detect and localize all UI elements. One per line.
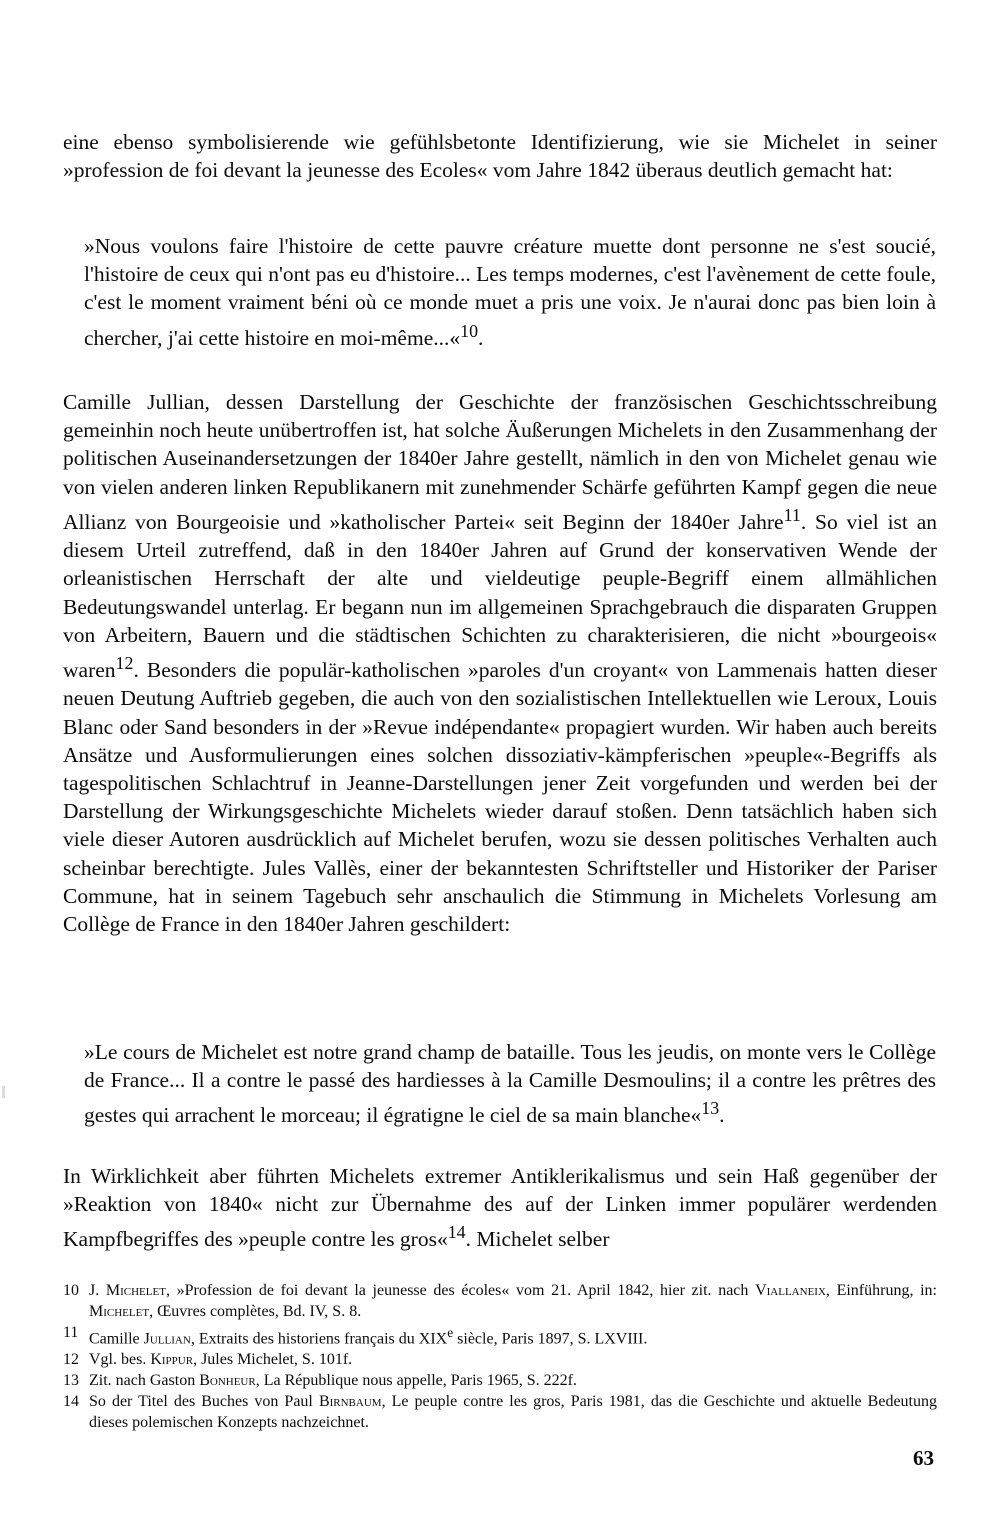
author-name: Michelet <box>105 1282 166 1299</box>
fn-part: , Extraits des historiens français du XIX <box>190 1330 448 1348</box>
fn-part: J. <box>89 1282 106 1299</box>
fn-part: , Œuvres complètes, Bd. IV, S. 8. <box>149 1303 362 1320</box>
body-paragraph-2 <box>63 388 937 938</box>
quote-end: . <box>478 325 484 350</box>
fn-part: , »Profession de foi devant la jeunesse des écoles« vom 21. April 1842, hier zit. nach <box>165 1282 756 1299</box>
fn-part: Vgl. bes. <box>89 1351 151 1369</box>
footnote-number: 14 <box>63 1393 79 1411</box>
quote-text <box>84 1038 936 1130</box>
author-name: Bonheur <box>199 1372 256 1390</box>
body-paragraph-1 <box>63 128 937 184</box>
footnotes <box>63 1280 937 1433</box>
footnote-ref-14: 14 <box>447 1222 466 1243</box>
paragraph-part: Camille Jullian, dessen Darstellung der Geschichte der französischen Geschichtsschreibung gemeinhin noch heute unübertroffen ist, hat solche Äußerungen Michelets in den Zusammenhang der politischen Auseinandersetzungen der 1840er Jahre gestellt, nämlich in den von Michelet genau wie von vielen anderen linken Republikanern mit zunehmender Schärfe geführten Kampf gegen die neue Allianz von Bourgeoisie und »katholischer Partei« seit Beginn der 1840er Jahre <box>63 390 937 534</box>
fn-part: , La République nous appelle, Paris 1965, S. 222f. <box>255 1372 578 1390</box>
footnote-ref-12: 12 <box>115 652 134 673</box>
fn-part: , Le peuple contre les gros, Paris 1981, das die Geschichte und aktuelle Bedeutung dieses polemischen Konzepts nachzeichnet. <box>89 1393 937 1432</box>
footnote-text <box>89 1349 937 1370</box>
author-name: Birnbaum <box>318 1393 382 1411</box>
paragraph-text: eine ebenso symbolisierende wie gefühlsbetonte Identifizierung, wie sie Michelet in seiner »profession de foi devant la jeunesse des Ecoles« vom Jahre 1842 überaus deutlich gemacht hat: <box>63 130 937 183</box>
author-name: Viallaneix <box>755 1282 826 1299</box>
footnote-number: 11 <box>63 1324 79 1341</box>
quote-end: . <box>719 1103 725 1128</box>
footnote-ref-11: 11 <box>783 504 801 525</box>
fn-part: Camille <box>89 1330 144 1348</box>
footnote-14 <box>63 1391 937 1433</box>
body-paragraph-3 <box>63 1162 937 1254</box>
quote-body: »Nous voulons faire l'histoire de cette pauvre créature muette dont personne ne s'est soucié, l'histoire de ceux qui n'ont pas eu d'histoire... Les temps modernes, c'est l'avènement de cette foule, c'est le moment vraiment béni où ce monde muet a pris une voix. Je n'aurai donc pas bien loin à chercher, j'ai cette histoire en moi-même...« <box>84 234 936 350</box>
paragraph-part: . So viel ist an diesem Urteil zutreffend, daß in den 1840er Jahren auf Grund der konservativen Wende der orleanistischen Herrschaft der alte und vieldeutige peuple-Begriff einem allmählichen Bedeutungswandel unterlag. Er begann nun im allgemeinen Sprachgebrauch die disparaten Gruppen von Arbeitern, Bauern und die städtischen Schichten zu charakterisieren, die nicht »bourgeois« waren <box>63 509 937 683</box>
fn-part: So der Titel des Buches von Paul <box>89 1393 319 1411</box>
footnote-ref-13: 13 <box>701 1098 720 1119</box>
footnote-number: 10 <box>63 1282 79 1299</box>
footnote-text <box>89 1370 937 1391</box>
paragraph-text <box>63 1162 937 1254</box>
paragraph-part: . Besonders die populär-katholischen »paroles d'un croyant« von Lammenais hatten dieser neuen Deutung Auftrieb gegeben, die auch von den sozialistischen Intellektuellen wie Leroux, Louis Blanc oder Sand besonders in der »Revue indépendante« propagiert wurden. Wir haben auch bereits Ansätze und Ausformulierungen eines solchen dissoziativ-kämpferischen »peuple«-Begriffs als tagespolitischen Schlachtruf in Jeanne-Darstellungen jener Zeit vorgefunden und werden bei der Darstellung der Wirkungsgeschichte Michelets wieder darauf stoßen. Denn tatsächlich haben sich viele dieser Autoren ausdrücklich auf Michelet berufen, wozu sie dessen politisches Verhalten auch scheinbar berechtigte. Jules Vallès, einer der bekanntesten Schriftsteller und Historiker der Pariser Commune, hat in seinem Tagebuch sehr anschaulich die Stimmung in Michelets Vorlesung am Collège de France in den 1840er Jahren geschildert: <box>63 658 937 936</box>
block-quote-2 <box>84 1038 936 1130</box>
author-name: Jullian <box>143 1330 191 1348</box>
footnote-text <box>89 1391 937 1433</box>
fn-part: , Einführung, in: <box>825 1282 937 1299</box>
block-quote-1 <box>84 232 936 352</box>
author-name: Michelet <box>89 1303 150 1320</box>
superscript: e <box>447 1325 454 1340</box>
footnote-12 <box>63 1349 937 1370</box>
footnote-11 <box>63 1322 937 1349</box>
footnote-13 <box>63 1370 937 1391</box>
footnote-ref-10: 10 <box>460 320 479 341</box>
scan-margin-mark <box>2 1086 5 1098</box>
author-name: Kippur <box>150 1351 194 1369</box>
footnote-10 <box>63 1280 937 1322</box>
paragraph-part: . Michelet selber <box>465 1227 610 1252</box>
fn-part: , Jules Michelet, S. 101f. <box>193 1351 353 1369</box>
quote-text <box>84 232 936 352</box>
paragraph-text <box>63 388 937 938</box>
footnote-number: 12 <box>63 1351 79 1369</box>
footnote-text <box>89 1322 937 1349</box>
paragraph-part: In Wirklichkeit aber führten Michelets extremer Antiklerikalismus und sein Haß gegenüber der »Reaktion von 1840« nicht zur Übernahme des auf der Linken immer populärer werdenden Kampfbegriffes des »peuple contre les gros« <box>63 1164 937 1252</box>
footnote-number: 13 <box>63 1372 79 1390</box>
page-number: 63 <box>913 1446 934 1470</box>
fn-part: Zit. nach Gaston <box>89 1372 200 1390</box>
quote-body: »Le cours de Michelet est notre grand champ de bataille. Tous les jeudis, on monte vers le Collège de France... Il a contre le passé des hardiesses à la Camille Desmoulins; il a contre les prêtres des gestes qui arrachent le morceau; il égratigne le ciel de sa main blanche« <box>84 1040 936 1128</box>
footnote-text <box>89 1280 937 1322</box>
fn-part: siècle, Paris 1897, S. LXVIII. <box>453 1330 648 1348</box>
